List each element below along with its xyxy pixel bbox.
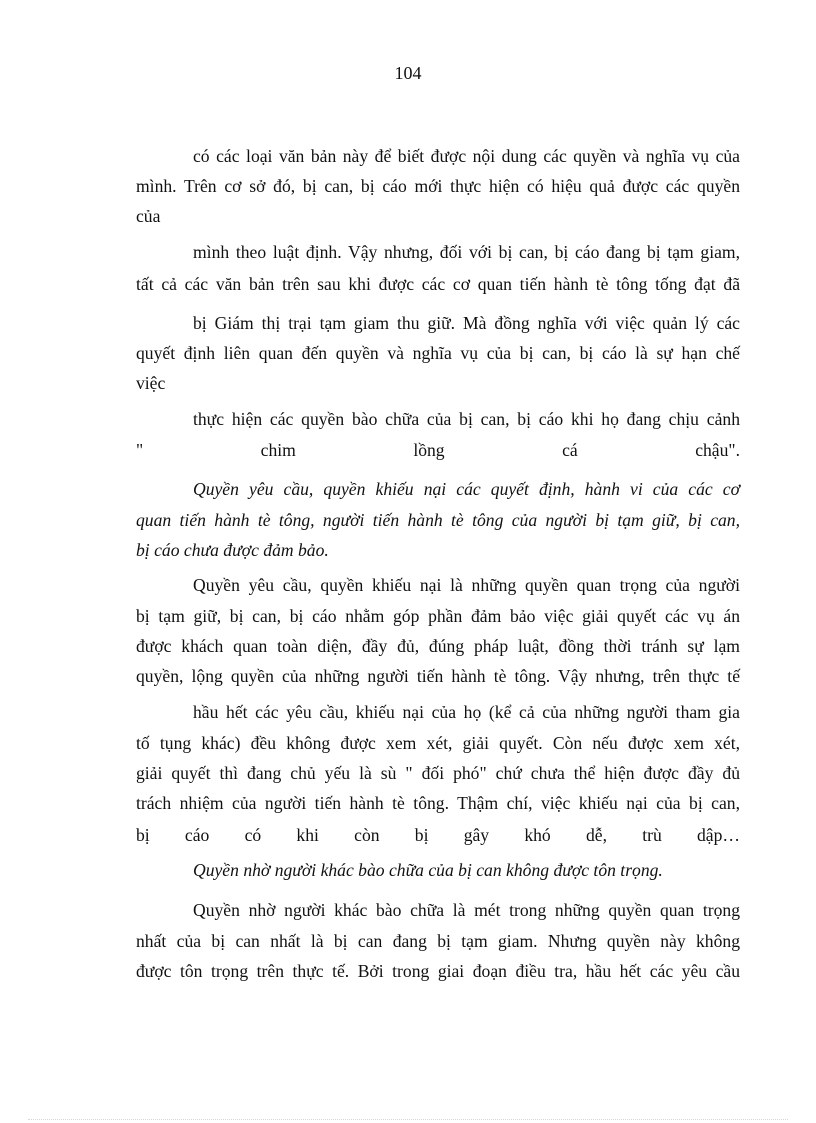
body-line: được khách quan toàn diện, đầy đủ, đúng pháp luật, đồng thời tránh sự lạm — [136, 636, 740, 656]
body-line: bị tạm giữ, bị can, bị cáo nhằm góp phần đảm bảo việc giải quyết các vụ án — [136, 606, 740, 626]
subheading-line: quan tiến hành tè tông, người tiến hành tè tông của người bị tạm giữ, bị can, — [136, 510, 740, 530]
page-number: 104 — [394, 63, 422, 83]
body-line: mình. Trên cơ sở đó, bị can, bị cáo mới thực hiện có hiệu quả được các quyền — [136, 176, 740, 196]
body-line: " chim lồng cá chậu". — [136, 440, 740, 460]
body-line: tất cả các văn bản trên sau khi được các cơ quan tiến hành tè tông tống đạt đã — [136, 274, 740, 294]
body-line: thực hiện các quyền bào chữa của bị can, bị cáo khi họ đang chịu cảnh — [193, 409, 740, 429]
body-line: quyền, lộng quyền của những người tiến hành tè tông. Vậy nhưng, trên thực tế — [136, 666, 740, 686]
body-line: bị Giám thị trại tạm giam thu giữ. Mà đồng nghĩa với việc quản lý các — [193, 313, 740, 333]
body-line: Quyền nhờ người khác bào chữa là mét trong những quyền quan trọng — [193, 900, 740, 920]
body-line: của — [136, 206, 161, 226]
subheading-line: Quyền nhờ người khác bào chữa của bị can không được tôn trọng. — [193, 860, 663, 880]
page-bottom-border — [28, 1119, 788, 1120]
body-line: được tôn trọng trên thực tế. Bởi trong giai đoạn điều tra, hầu hết các yêu cầu — [136, 961, 740, 981]
body-line: mình theo luật định. Vậy nhưng, đối với bị can, bị cáo đang bị tạm giam, — [193, 242, 740, 262]
body-line: nhất của bị can nhất là bị can đang bị tạm giam. Nhưng quyền này không — [136, 931, 740, 951]
body-line: tố tụng khác) đều không được xem xét, giải quyết. Còn nếu được xem xét, — [136, 733, 740, 753]
body-line: trách nhiệm của người tiến hành tè tông. Thậm chí, việc khiếu nại của bị can, — [136, 793, 740, 813]
body-line: quyết định liên quan đến quyền và nghĩa vụ của bị can, bị cáo là sự hạn chế — [136, 343, 740, 363]
body-line: bị cáo có khi còn bị gây khó dễ, trù dập… — [136, 825, 740, 845]
body-line: hầu hết các yêu cầu, khiếu nại của họ (kể cả của những người tham gia — [193, 702, 740, 722]
subheading-line: Quyền yêu cầu, quyền khiếu nại các quyết định, hành vi của các cơ — [193, 479, 740, 499]
body-line: Quyền yêu cầu, quyền khiếu nại là những quyền quan trọng của người — [193, 575, 740, 595]
body-line: có các loại văn bản này để biết được nội dung các quyền và nghĩa vụ của — [193, 146, 740, 166]
body-line: việc — [136, 373, 166, 393]
subheading-line: bị cáo chưa được đảm bảo. — [136, 540, 329, 560]
body-line: giải quyết thì đang chủ yếu là sù " đối phó" chứ chưa thể hiện được đầy đủ — [136, 763, 740, 783]
